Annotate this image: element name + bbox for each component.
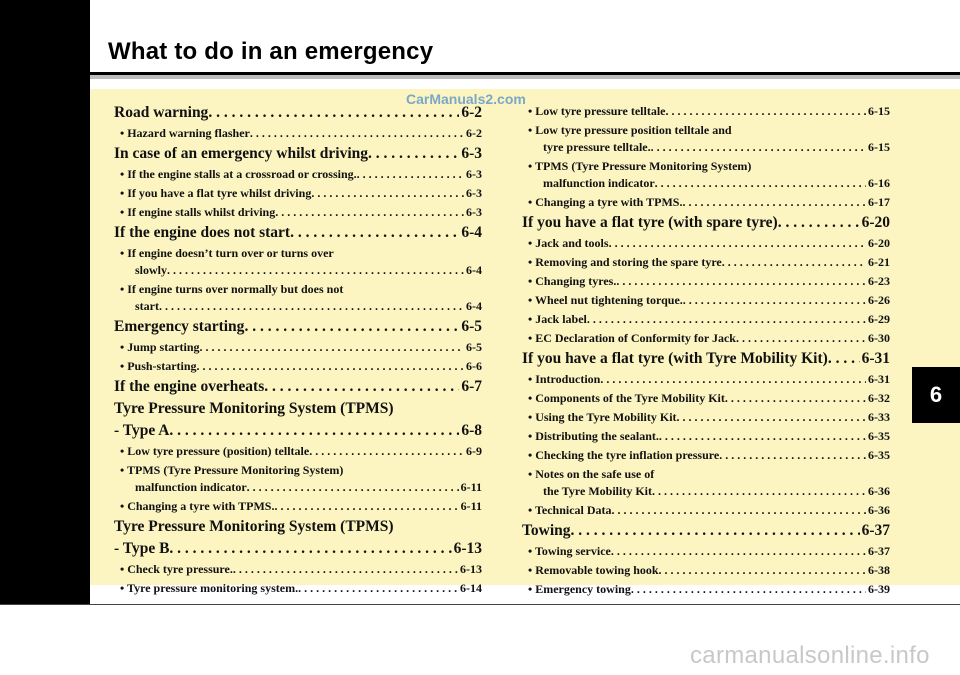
toc-entry-page: 6-11 (460, 499, 482, 513)
dot-leader (651, 140, 866, 155)
toc-entry-label: • Introduction (528, 372, 601, 386)
toc-entry-label: • If the engine stalls at a crossroad or crossing. (120, 167, 357, 181)
toc-entry-page: 6-21 (868, 255, 890, 269)
toc-entry[interactable] (114, 299, 482, 318)
toc-entry-page: 6-23 (868, 274, 890, 288)
toc-entry-label: • Jack label (528, 312, 587, 326)
toc-entry-page: 6-3 (461, 145, 482, 162)
toc-entry[interactable] (522, 255, 890, 274)
toc-entry-label: If you have a flat tyre (with Tyre Mobility Kit) (522, 350, 828, 367)
toc-entry-label: • Low tyre pressure telltale (528, 104, 666, 118)
toc-entry-label: • If engine stalls whilst driving (120, 205, 276, 219)
dot-leader (611, 544, 866, 559)
toc-entry[interactable] (114, 480, 482, 499)
toc-entry-heading-line: • If engine doesn’t turn over or turns over (120, 246, 334, 260)
dot-leader (167, 263, 464, 278)
toc-entry-page: 6-31 (861, 350, 890, 367)
toc-entry-heading-line: • If engine turns over normally but does not (120, 282, 344, 296)
toc-entry[interactable] (522, 176, 890, 195)
toc-entry[interactable] (522, 195, 890, 214)
toc-entry-page: 6-13 (460, 562, 482, 576)
toc-entry-label: • Tyre pressure monitoring system. (120, 581, 299, 595)
toc-entry[interactable] (522, 293, 890, 312)
dot-leader (169, 540, 451, 558)
toc-entry-label: - Type A (114, 422, 170, 439)
dot-leader (666, 104, 866, 119)
dot-leader (197, 359, 464, 374)
toc-entry-page: 6-33 (868, 410, 890, 424)
dot-leader (247, 480, 459, 495)
toc-entry[interactable] (522, 484, 890, 503)
toc-entry-page: 6-29 (868, 312, 890, 326)
toc-entry[interactable] (114, 359, 482, 378)
toc-entry-label: • Removable towing hook (528, 563, 659, 577)
toc-entry-label: • Emergency towing (528, 582, 631, 596)
toc-entry[interactable] (522, 274, 890, 293)
toc-entry-label: • Removing and storing the spare tyre (528, 255, 722, 269)
toc-entry[interactable] (522, 214, 890, 236)
toc-entry[interactable] (114, 422, 482, 444)
toc-entry-page: 6-15 (868, 140, 890, 154)
toc-entry-label: • Low tyre pressure (position) telltale (120, 444, 310, 458)
toc-entry-page: 6-38 (868, 563, 890, 577)
dot-leader (677, 410, 866, 425)
dot-leader (659, 563, 866, 578)
toc-entry-label: If you have a flat tyre (with spare tyre) (522, 214, 778, 231)
toc-entry-label: • Components of the Tyre Mobility Kit (528, 391, 725, 405)
toc-entry-label: • Using the Tyre Mobility Kit (528, 410, 677, 424)
toc-entry[interactable] (114, 562, 482, 581)
toc-entry[interactable] (114, 444, 482, 463)
dot-leader (631, 582, 866, 597)
toc-entry-heading-line: • Notes on the safe use of (528, 467, 655, 481)
dot-leader (719, 448, 866, 463)
dot-leader (208, 104, 459, 122)
toc-right-column (522, 104, 890, 601)
toc-entry-label: - Type B (114, 540, 170, 557)
dot-leader (250, 126, 464, 141)
toc-entry-label: If the engine overheats (114, 378, 265, 395)
toc-entry[interactable] (114, 205, 482, 224)
toc-entry[interactable] (114, 145, 482, 167)
toc-entry-page: 6-35 (868, 429, 890, 443)
dot-leader (274, 499, 458, 514)
toc-entry[interactable] (522, 312, 890, 331)
toc-entry-page: 6-5 (466, 340, 482, 354)
toc-entry-page: 6-14 (460, 581, 482, 595)
toc-entry-label: If the engine does not start (114, 224, 291, 241)
dot-leader (571, 522, 860, 540)
toc-entry-page: 6-6 (466, 359, 482, 373)
toc-left-column (114, 104, 482, 600)
dot-leader (659, 429, 866, 444)
dot-leader (159, 299, 464, 314)
toc-entry[interactable] (114, 104, 482, 126)
toc-entry-label: Towing (522, 522, 571, 539)
dot-leader (200, 340, 464, 355)
toc-entry-page: 6-35 (868, 448, 890, 462)
toc-entry-page: 6-37 (861, 522, 890, 539)
toc-entry[interactable] (522, 104, 890, 123)
dot-leader (612, 503, 866, 518)
toc-entry-page: 6-13 (453, 540, 482, 557)
footer-rule (0, 604, 960, 605)
dot-leader (683, 293, 866, 308)
toc-entry-label: • Towing service (528, 544, 611, 558)
toc-entry-page: 6-15 (868, 104, 890, 118)
toc-entry[interactable] (114, 540, 482, 562)
toc-entry-heading-line: • Low tyre pressure position telltale and (528, 123, 732, 137)
toc-entry-page: 6-9 (466, 444, 482, 458)
toc-entry[interactable] (522, 503, 890, 522)
toc-entry-label: • Changing tyres. (528, 274, 617, 288)
toc-entry-heading-line: Tyre Pressure Monitoring System (TPMS) (114, 400, 394, 417)
toc-entry[interactable] (522, 563, 890, 582)
toc-entry[interactable] (522, 140, 890, 159)
toc-entry-page: 6-3 (466, 167, 482, 181)
dot-leader (290, 224, 459, 242)
toc-entry-label: Emergency starting (114, 318, 245, 335)
toc-entry[interactable] (114, 186, 482, 205)
page-title: What to do in an emergency (108, 38, 434, 65)
toc-entry[interactable] (114, 263, 482, 282)
toc-entry-page: 6-3 (466, 205, 482, 219)
toc-entry-label: • Checking the tyre inflation pressure (528, 448, 720, 462)
toc-entry-page: 6-20 (868, 236, 890, 250)
toc-entry-heading-line: • TPMS (Tyre Pressure Monitoring System) (120, 463, 344, 477)
dot-leader (311, 186, 464, 201)
toc-entry[interactable] (522, 544, 890, 563)
toc-entry-page: 6-32 (868, 391, 890, 405)
dot-leader (298, 581, 458, 596)
toc-entry[interactable] (522, 372, 890, 391)
dot-leader (587, 312, 866, 327)
header-rule-shadow (90, 75, 960, 79)
toc-entry-label: • Push-starting (120, 359, 197, 373)
toc-entry[interactable] (522, 391, 890, 410)
toc-entry-page: 6-17 (868, 195, 890, 209)
chapter-tab[interactable]: 6 (912, 367, 960, 423)
dot-leader (264, 378, 459, 396)
toc-entry-label: start (135, 299, 159, 313)
toc-entry-label: • Jump starting (120, 340, 200, 354)
toc-entry-page: 6-3 (466, 186, 482, 200)
toc-entry-page: 6-20 (861, 214, 890, 231)
toc-entry[interactable] (114, 499, 482, 518)
toc-entry-label: • EC Declaration of Conformity for Jack (528, 331, 736, 345)
toc-entry[interactable] (522, 236, 890, 255)
watermark-bottom: carmanualsonline.info (690, 642, 930, 669)
toc-entry-label: • Wheel nut tightening torque. (528, 293, 683, 307)
toc-entry[interactable] (114, 167, 482, 186)
toc-entry-page: 6-4 (466, 263, 482, 277)
toc-entry-page: 6-11 (460, 480, 482, 494)
dot-leader (609, 236, 866, 251)
toc-entry-page: 6-37 (868, 544, 890, 558)
toc-entry-page: 6-39 (868, 582, 890, 596)
dot-leader (722, 255, 866, 270)
toc-entry-label: slowly (135, 263, 168, 277)
toc-entry-label: tyre pressure telltale. (543, 140, 651, 154)
toc-entry-label: • Technical Data (528, 503, 612, 517)
toc-entry[interactable] (522, 582, 890, 601)
toc-entry[interactable] (114, 126, 482, 145)
toc-entry-label: • Check tyre pressure. (120, 562, 233, 576)
toc-entry-page: 6-36 (868, 484, 890, 498)
toc-entry-page: 6-7 (461, 378, 482, 395)
toc-entry-label: • Changing a tyre with TPMS. (528, 195, 683, 209)
toc-entry-page: 6-26 (868, 293, 890, 307)
toc-entry-label: the Tyre Mobility Kit (543, 484, 652, 498)
dot-leader (725, 391, 866, 406)
toc-entry-page: 6-4 (466, 299, 482, 313)
toc-entry-label: malfunction indicator (135, 480, 247, 494)
toc-entry[interactable] (114, 340, 482, 359)
toc-entry-heading-line: • TPMS (Tyre Pressure Monitoring System) (528, 159, 752, 173)
toc-entry-page: 6-4 (461, 224, 482, 241)
toc-entry[interactable] (114, 581, 482, 600)
dot-leader (828, 350, 860, 368)
toc-entry-label: • Jack and tools (528, 236, 609, 250)
toc-entry-label: In case of an emergency whilst driving (114, 145, 369, 162)
toc-entry-page: 6-16 (868, 176, 890, 190)
toc-entry[interactable] (114, 224, 482, 246)
toc-entry[interactable] (522, 410, 890, 429)
left-margin-bar (0, 0, 90, 605)
toc-entry[interactable] (522, 522, 890, 544)
toc-entry-label: • If you have a flat tyre whilst driving (120, 186, 312, 200)
dot-leader (778, 214, 860, 232)
dot-leader (616, 274, 866, 289)
dot-leader (357, 167, 464, 182)
watermark-top: CarManuals2.com (406, 91, 526, 107)
toc-entry-page: 6-2 (461, 104, 482, 121)
toc-entry-label: Road warning (114, 104, 209, 121)
toc-entry-page: 6-31 (868, 372, 890, 386)
dot-leader (309, 444, 464, 459)
dot-leader (244, 318, 459, 336)
toc-entry-heading-line: Tyre Pressure Monitoring System (TPMS) (114, 518, 394, 535)
toc-entry-page: 6-30 (868, 331, 890, 345)
toc-entry-label: • Changing a tyre with TPMS. (120, 499, 275, 513)
toc-entry[interactable] (522, 429, 890, 448)
toc-entry-label: • Distributing the sealant. (528, 429, 659, 443)
toc-entry-page: 6-2 (466, 126, 482, 140)
toc-entry[interactable] (114, 378, 482, 400)
toc-entry[interactable] (114, 318, 482, 340)
toc-entry-page: 6-36 (868, 503, 890, 517)
toc-entry-page: 6-5 (461, 318, 482, 335)
dot-leader (655, 176, 866, 191)
dot-leader (682, 195, 866, 210)
dot-leader (600, 372, 866, 387)
dot-leader (233, 562, 458, 577)
toc-entry-label: • Hazard warning flasher (120, 126, 250, 140)
toc-entry[interactable] (522, 331, 890, 350)
dot-leader (275, 205, 464, 220)
toc-entry[interactable] (522, 448, 890, 467)
dot-leader (169, 422, 459, 440)
dot-leader (652, 484, 866, 499)
toc-entry-label: malfunction indicator (543, 176, 655, 190)
toc-entry[interactable] (522, 350, 890, 372)
dot-leader (368, 145, 459, 163)
dot-leader (736, 331, 866, 346)
toc-entry-page: 6-8 (461, 422, 482, 439)
